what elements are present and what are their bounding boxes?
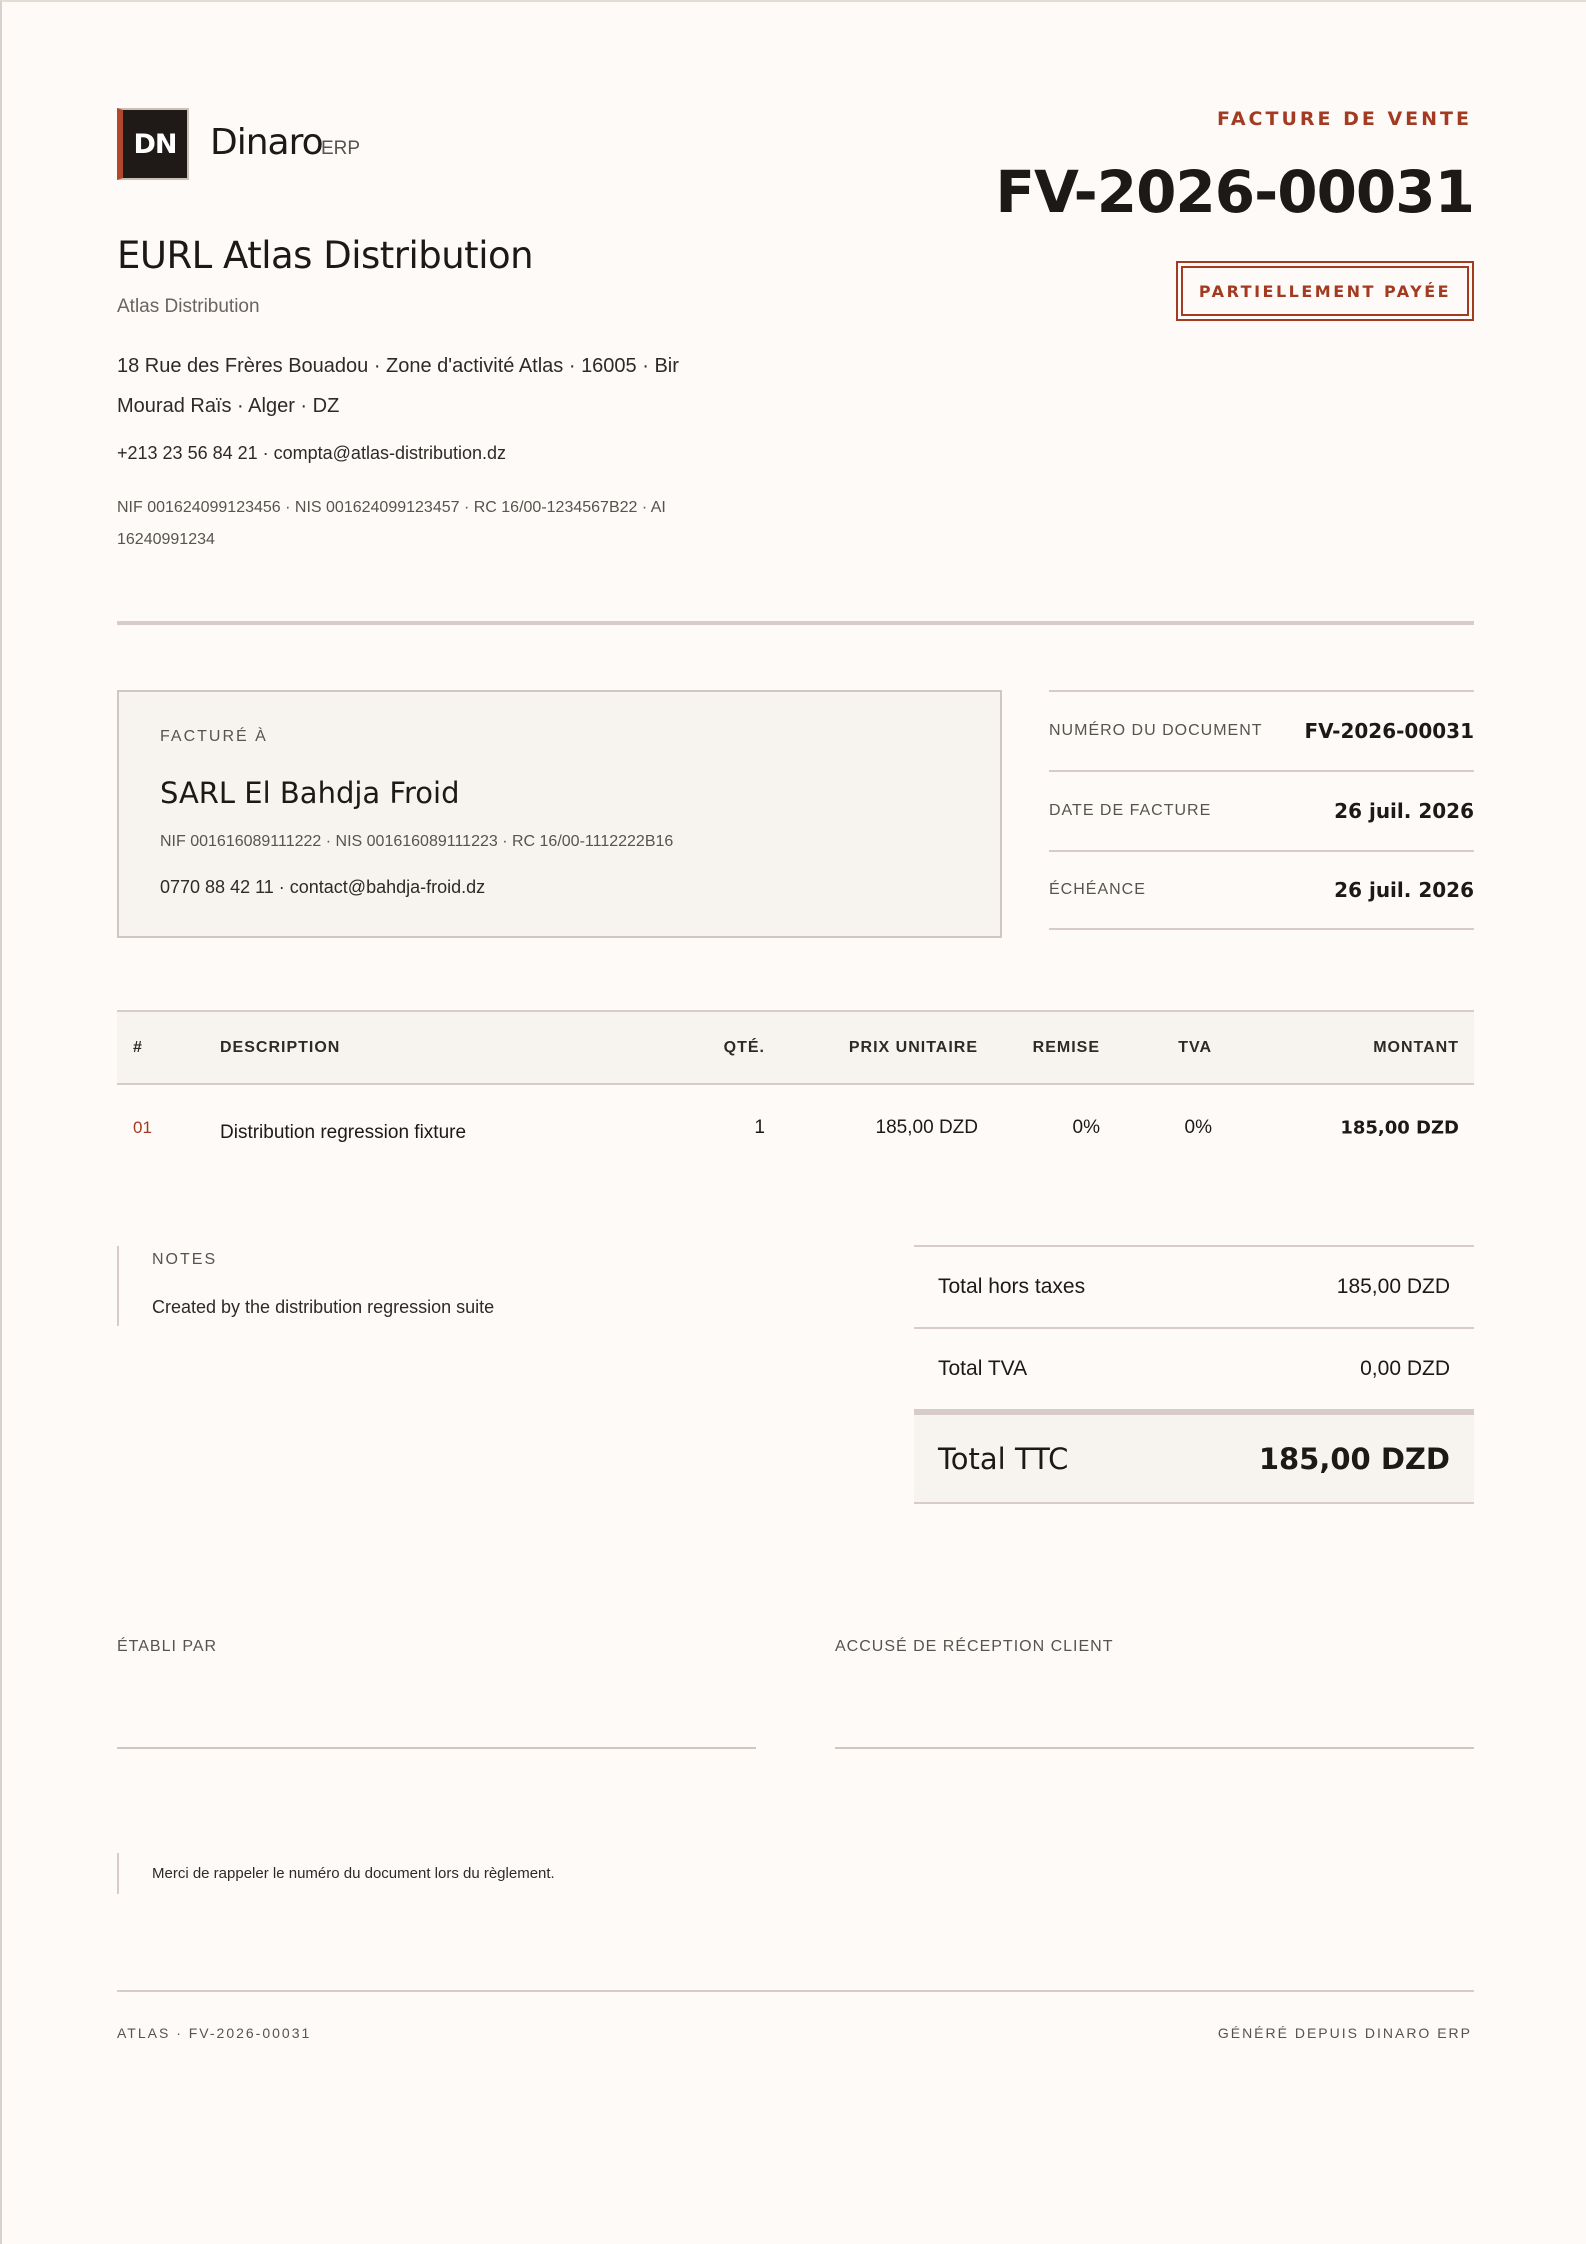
bill-to-label: FACTURÉ À	[160, 728, 268, 745]
grand-total-row	[914, 1409, 1474, 1504]
customer-contact: 0770 88 42 11 · contact@bahdja-froid.dz	[160, 877, 486, 897]
meta-row-due	[1049, 850, 1474, 930]
signature-client-label: ACCUSÉ DE RÉCEPTION CLIENT	[835, 1638, 1114, 1655]
meta-label: NUMÉRO DU DOCUMENT	[1049, 722, 1263, 739]
notes-block	[117, 1246, 494, 1326]
seller-name: EURL Atlas Distribution	[117, 234, 534, 277]
status-badge	[1176, 261, 1474, 321]
items-table	[117, 1010, 1474, 1170]
document-number: FV-2026-00031	[995, 158, 1474, 226]
document-kind: FACTURE DE VENTE	[1217, 108, 1472, 130]
seller-legal-ids: NIF 001624099123456 · NIS 001624099123457 · RC 16/00-1234567B22 · AI 16240991234	[117, 499, 666, 548]
customer-legal-ids: NIF 001616089111222 · NIS 001616089111223 · RC 16/00-1112222B16	[160, 833, 674, 850]
row-unit-price: 185,00 DZD	[875, 1116, 978, 1138]
meta-row-date	[1049, 770, 1474, 850]
footer-reference: ATLAS · FV-2026-00031	[117, 2025, 312, 2041]
brand-suffix: ERP	[321, 138, 361, 159]
meta-label: ÉCHÉANCE	[1049, 881, 1146, 898]
items-table-header	[117, 1010, 1474, 1085]
meta-label: DATE DE FACTURE	[1049, 802, 1212, 819]
col-header-unit-price: PRIX UNITAIRE	[848, 1038, 978, 1056]
table-row	[117, 1085, 1474, 1170]
totals-block	[914, 1245, 1474, 1504]
footer-generator: GÉNÉRÉ DEPUIS DINARO ERP	[1217, 2025, 1472, 2041]
col-header-qty: QTÉ.	[723, 1038, 765, 1056]
row-amount: 185,00 DZD	[1340, 1117, 1459, 1138]
payment-reminder: Merci de rappeler le numéro du document lors du règlement.	[117, 1853, 555, 1894]
col-header-discount: REMISE	[1032, 1038, 1100, 1056]
grand-total-value: 185,00 DZD	[1258, 1441, 1450, 1476]
subtotal-label: Total hors taxes	[938, 1275, 1086, 1298]
vat-total-row	[914, 1327, 1474, 1409]
col-header-amount: MONTANT	[1373, 1038, 1459, 1056]
meta-value: 26 juil. 2026	[1334, 878, 1474, 902]
col-header-number: #	[133, 1038, 143, 1056]
brand-logo: DN	[117, 108, 189, 180]
subtotal-value: 185,00 DZD	[1336, 1275, 1450, 1298]
signature-client	[835, 1638, 1474, 1749]
signature-line	[117, 1747, 756, 1749]
signature-line	[835, 1747, 1474, 1749]
row-qty: 1	[754, 1116, 765, 1138]
col-header-description: DESCRIPTION	[220, 1038, 341, 1056]
col-header-vat: TVA	[1178, 1038, 1212, 1056]
notes-label: NOTES	[152, 1251, 218, 1268]
vat-total-label: Total TVA	[938, 1357, 1028, 1380]
row-description: Distribution regression fixture	[220, 1121, 467, 1143]
status-badge-label: PARTIELLEMENT PAYÉE	[1181, 266, 1469, 316]
row-vat: 0%	[1184, 1116, 1212, 1138]
customer-name: SARL El Bahdja Froid	[160, 776, 460, 810]
meta-value: 26 juil. 2026	[1334, 799, 1474, 823]
seller-trade-name: Atlas Distribution	[117, 296, 260, 317]
meta-row-number	[1049, 690, 1474, 770]
footer-divider	[117, 1990, 1474, 1992]
document-meta	[1049, 690, 1474, 930]
signature-issuer	[117, 1638, 756, 1749]
meta-value: FV-2026-00031	[1304, 719, 1474, 743]
vat-total-value: 0,00 DZD	[1360, 1357, 1450, 1380]
notes-text: Created by the distribution regression suite	[152, 1297, 495, 1317]
bill-to-card	[117, 690, 1002, 938]
row-discount: 0%	[1072, 1116, 1100, 1138]
header-divider	[117, 621, 1474, 625]
seller-address: 18 Rue des Frères Bouadou · Zone d'activité Atlas · 16005 · Bir Mourad Raïs · Alger · DZ	[117, 355, 679, 417]
signature-issuer-label: ÉTABLI PAR	[117, 1638, 218, 1655]
brand-name: Dinaro	[210, 122, 323, 163]
seller-contact: +213 23 56 84 21 · compta@atlas-distribution.dz	[117, 443, 507, 463]
row-number: 01	[133, 1117, 152, 1137]
subtotal-row	[914, 1245, 1474, 1327]
grand-total-label: Total TTC	[938, 1441, 1069, 1476]
